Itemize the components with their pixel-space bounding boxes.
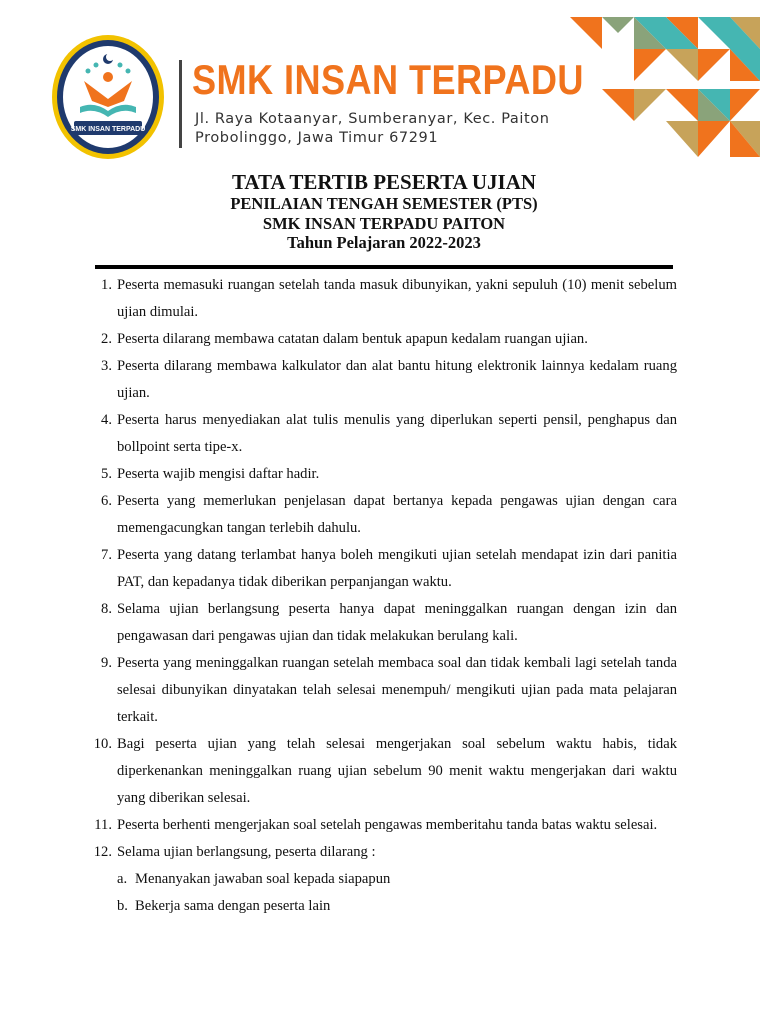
rule-number: 4. [101, 412, 112, 428]
rule-item [84, 353, 677, 407]
rule-text: Peserta dilarang membawa catatan dalam bentuk apapun kedalam ruangan ujian. [117, 331, 588, 347]
rule-text: Peserta yang memerlukan penjelasan dapat bertanya kepada pengawas ujian dengan cara memengacungkan tangan terlebih dahulu. [117, 493, 677, 536]
subrule-item [84, 893, 677, 920]
document-subtitle-year: Tahun Pelajaran 2022-2023 [287, 233, 481, 252]
rule-text: Peserta dilarang membawa kalkulator dan alat bantu hitung elektronik lainnya kedalam ruang ujian. [117, 358, 677, 401]
rule-item [84, 839, 677, 866]
rule-number: 3. [101, 358, 112, 374]
rule-item [84, 731, 677, 812]
rule-text: Selama ujian berlangsung, peserta dilarang : [117, 844, 376, 860]
logo-text: SMK INSAN TERPADU [70, 126, 146, 133]
rule-item [84, 542, 677, 596]
document-title: TATA TERTIB PESERTA UJIAN [231, 170, 537, 194]
rule-text: Selama ujian berlangsung peserta hanya dapat meninggalkan ruangan dengan izin dan pengawasan dari pengawas ujian dan tidak melakukan berulang kali. [117, 601, 677, 644]
rule-number: 5. [101, 466, 112, 482]
rule-number: 8. [101, 601, 112, 617]
rule-item [84, 488, 677, 542]
document-subtitle-school: SMK INSAN TERPADU PAITON [262, 213, 506, 233]
rule-text: Peserta yang meninggalkan ruangan setelah membaca soal dan tidak kembali lagi setelah tanda selesai dibunyikan dinyatakan telah selesai menempuh/ mengikuti ujian pada mata pelajaran terkait. [117, 655, 677, 725]
school-logo [50, 33, 166, 161]
rule-item [84, 272, 677, 326]
title-divider [95, 265, 673, 269]
address-line-1: Jl. Raya Kotaanyar, Sumberanyar, Kec. Paiton [195, 111, 550, 127]
subrule-item [84, 866, 677, 893]
subrule-letter: a. [117, 871, 128, 887]
rule-text: Peserta berhenti mengerjakan soal setelah pengawas memberitahu tanda batas waktu selesai. [117, 817, 658, 833]
rule-number: 7. [101, 547, 112, 563]
document-subtitle-exam: PENILAIAN TENGAH SEMESTER (PTS) [230, 194, 538, 213]
subrule-letter: b. [117, 898, 128, 914]
rule-number: 11. [94, 817, 112, 833]
rule-number: 9. [101, 655, 112, 671]
rule-number: 12. [93, 844, 112, 860]
document-title-block [0, 170, 768, 253]
rule-number: 2. [101, 331, 112, 347]
letterhead [0, 0, 768, 165]
decorative-triangle-pattern [570, 17, 760, 159]
rule-number: 6. [101, 493, 112, 509]
rule-item [84, 596, 677, 650]
rule-item [84, 650, 677, 731]
rule-number: 10. [93, 736, 112, 752]
address-line-2: Probolinggo, Jawa Timur 67291 [195, 130, 439, 146]
rule-text: Peserta yang datang terlambat hanya boleh mengikuti ujian setelah mendapat izin dari panitia PAT, dan kepadanya tidak diberikan perpanjangan waktu. [117, 547, 677, 590]
rule-item [84, 812, 677, 839]
rule-item [84, 407, 677, 461]
rule-text: Bagi peserta ujian yang telah selesai mengerjakan soal sebelum waktu habis, tidak diperkenankan meninggalkan ruang ujian sebelum 90 menit waktu mengerjakan dari waktu yang diberikan selesai. [117, 736, 677, 806]
rule-item [84, 326, 677, 353]
rule-item [84, 461, 677, 488]
rule-number: 1. [101, 277, 112, 293]
rule-text: Peserta harus menyediakan alat tulis menulis yang diperlukan seperti pensil, penghapus dan bollpoint serta tipe-x. [117, 412, 677, 455]
header-divider [179, 60, 182, 148]
subrule-text: Bekerja sama dengan peserta lain [135, 898, 331, 914]
rule-text: Peserta wajib mengisi daftar hadir. [117, 466, 320, 482]
rules-list [84, 272, 677, 920]
subrule-text: Menanyakan jawaban soal kepada siapapun [135, 871, 391, 887]
rule-text: Peserta memasuki ruangan setelah tanda masuk dibunyikan, yakni sepuluh (10) menit sebelum ujian dimulai. [117, 277, 677, 320]
school-name: SMK INSAN TERPADU [192, 56, 584, 103]
